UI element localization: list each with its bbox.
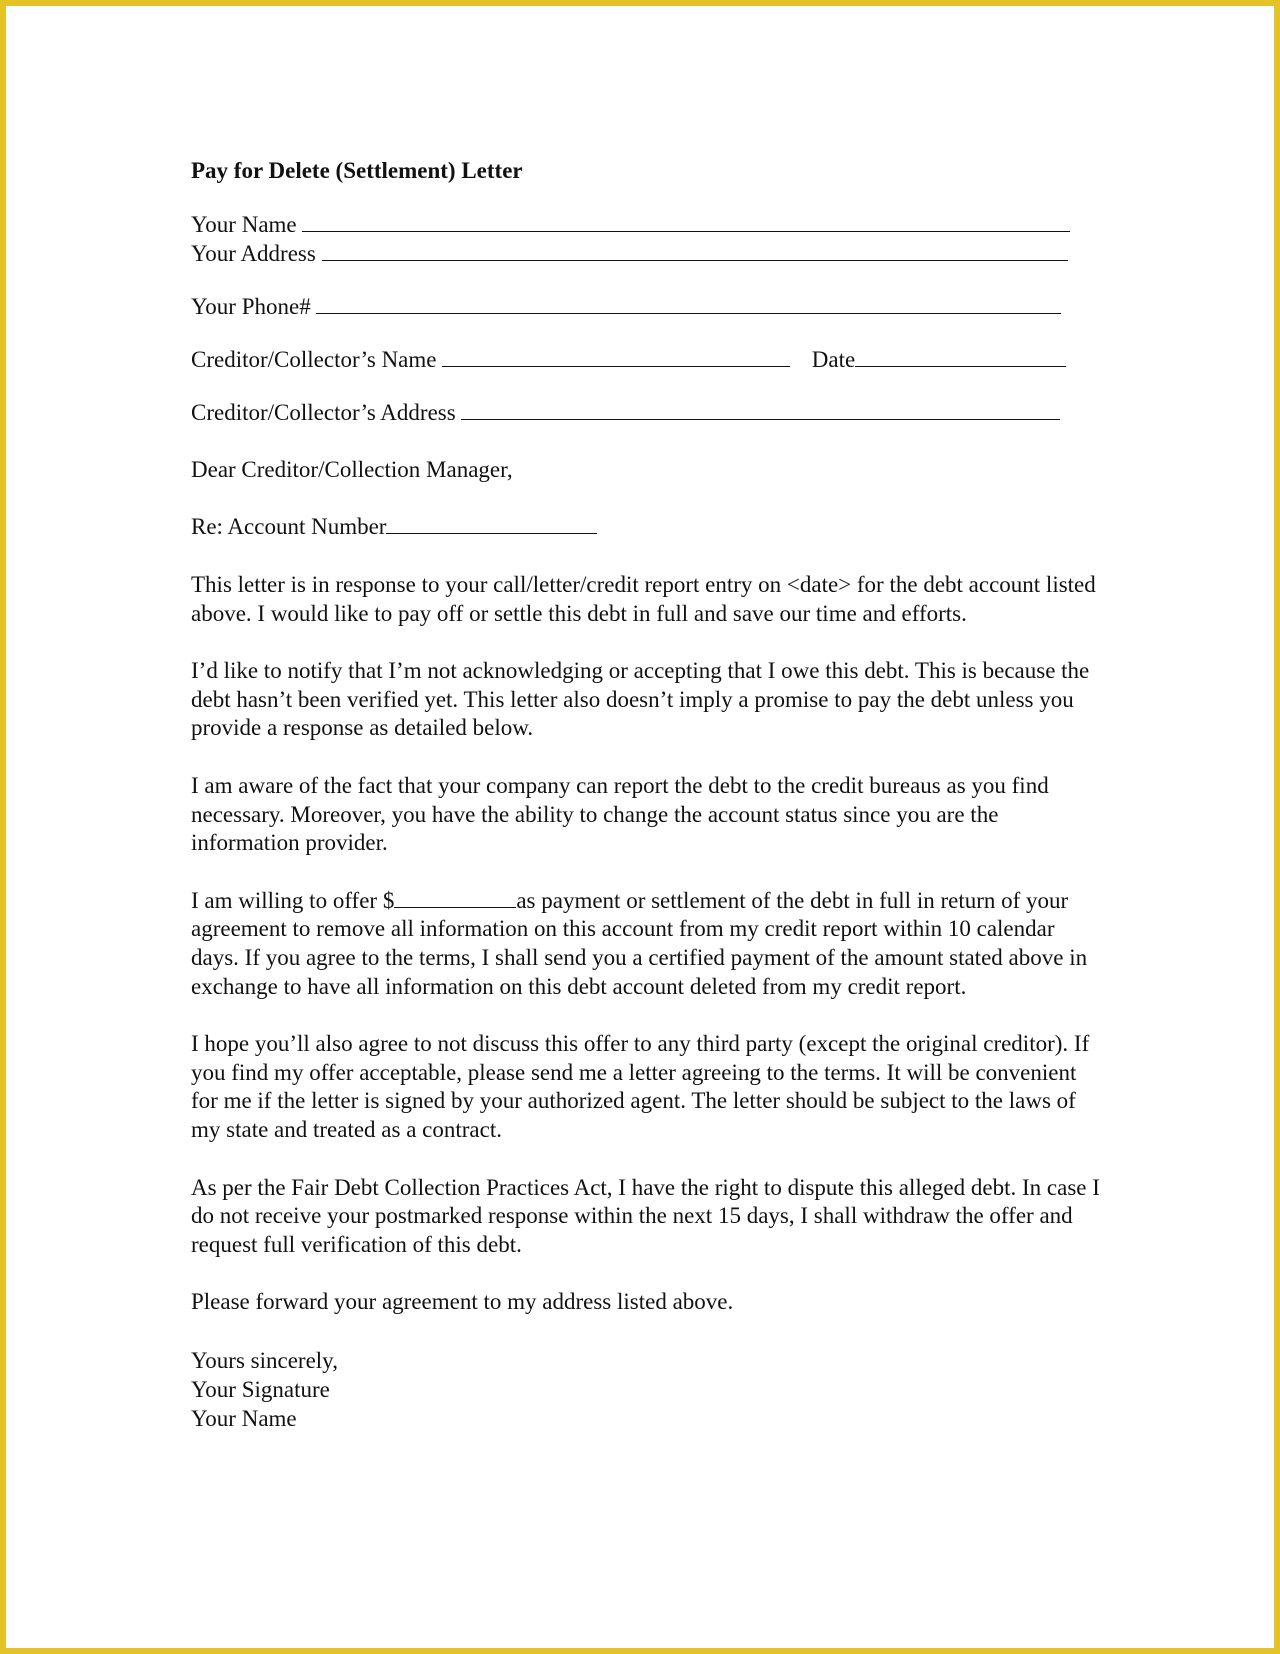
offer-amount-blank[interactable] — [394, 888, 516, 908]
your-phone-label: Your Phone# — [191, 294, 311, 319]
creditor-name-blank[interactable] — [442, 347, 790, 367]
date-blank[interactable] — [855, 347, 1066, 367]
account-number-blank[interactable] — [386, 514, 597, 534]
closing — [191, 1346, 1101, 1433]
creditor-address-blank[interactable] — [461, 400, 1060, 420]
creditor-name-line — [191, 345, 1101, 374]
re-account-line — [191, 512, 1101, 541]
offer-text-before: I am willing to offer $ — [191, 887, 395, 913]
your-address-label: Your Address — [191, 241, 316, 266]
your-name-blank[interactable] — [302, 212, 1070, 232]
paragraph-1 — [191, 571, 1101, 628]
creditor-address-line — [191, 398, 1101, 427]
paragraph-text: I’d like to notify that I’m not acknowledging or accepting that I owe this debt. This is because the debt hasn’t been verified yet. This letter also doesn’t imply a promise to pay the debt unless you provide a response as detailed below. — [191, 658, 1090, 741]
paragraph-3 — [191, 772, 1101, 858]
your-phone-line — [191, 292, 1101, 321]
your-phone-blank[interactable] — [316, 294, 1061, 314]
paragraph-text: I am aware of the fact that your company can report the debt to the credit bureaus as you find necessary. Moreover, you have the ability to change the account status since you are the information provider. — [191, 772, 1049, 856]
paragraph-5 — [191, 1030, 1101, 1144]
your-address-blank[interactable] — [322, 241, 1068, 261]
your-address-line — [191, 239, 1101, 268]
your-name-label: Your Name — [191, 212, 297, 237]
paragraph-7 — [191, 1288, 1101, 1317]
creditor-address-label: Creditor/Collector’s Address — [191, 400, 456, 425]
date-label: Date — [811, 347, 856, 372]
letter-content — [191, 156, 1101, 1433]
paragraph-text: Please forward your agreement to my address listed above. — [191, 1289, 734, 1315]
salutation: Dear Creditor/Collection Manager, — [191, 457, 513, 482]
creditor-name-label: Creditor/Collector’s Name — [191, 347, 437, 372]
paragraph-text: This letter is in response to your call/letter/credit report entry on <date> for the debt account listed above. I would like to pay off or settle this debt in full and save our time and efforts. — [191, 572, 1096, 626]
re-account-label: Re: Account Number — [191, 514, 387, 539]
closing-name: Your Name — [191, 1405, 297, 1431]
paragraph-text: I hope you’ll also agree to not discuss this offer to any third party (except the original creditor). If you find my offer acceptable, please send me a letter agreeing to the terms. It will be convenient for me if the letter is signed by your authorized agent. The letter should be subject to the laws of my state and treated as a contract. — [191, 1031, 1090, 1142]
offer-paragraph — [191, 887, 1101, 1001]
your-name-line — [191, 210, 1101, 239]
closing-signature: Your Signature — [191, 1376, 330, 1402]
closing-sincerely: Yours sincerely, — [191, 1347, 338, 1373]
paragraph-6 — [191, 1174, 1101, 1260]
paragraph-text: As per the Fair Debt Collection Practices Act, I have the right to dispute this alleged debt. In case I do not receive your postmarked response within the next 15 days, I shall withdraw the offer and request full verification of this debt. — [191, 1174, 1100, 1257]
offer-text-after: as payment or settlement of the debt in full in return of your agreement to remove all information on this account from my credit report within 10 calendar days. If you agree to the terms, I shall send you a certified payment of the amount stated above in exchange to have all information on this debt account deleted from my credit report. — [191, 887, 1088, 999]
letter-title: Pay for Delete (Settlement) Letter — [191, 158, 523, 183]
paragraph-2 — [191, 657, 1101, 743]
